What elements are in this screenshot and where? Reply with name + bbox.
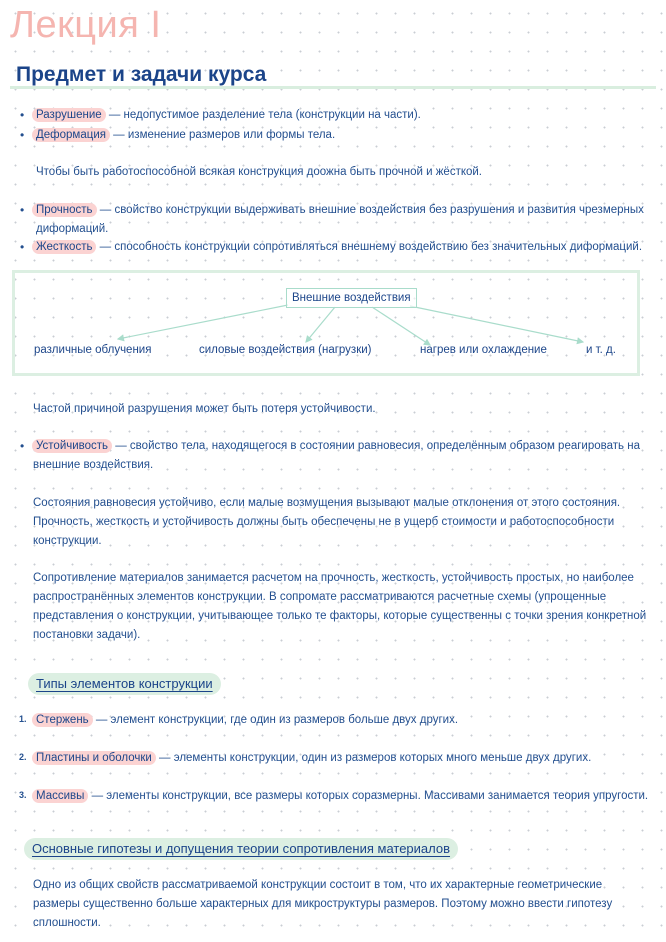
definition-continuation: внешние воздействия. <box>33 459 154 471</box>
term-highlight: Пластины и оболочки <box>32 751 156 765</box>
page-title: Лекция I <box>10 4 162 46</box>
diagram-leaf: силовые воздействия (нагрузки) <box>199 344 372 356</box>
paragraph-line: Прочность, жесткость и устойчивость должны быть обеспечены не в ущерб стоимости и работоспособности <box>33 516 615 528</box>
definition-item: Устойчивость — свойство тела, находящегося в состоянии равновесия, определённым образом реагировать на <box>36 437 640 456</box>
term-highlight: Стержень <box>32 713 93 727</box>
paragraph-line: представления о конструкции, учитывающее только те факторы, которые существенны с точки зрения конкретной <box>33 610 647 622</box>
diagram-root-node: Внешние воздействия <box>286 288 417 308</box>
diagram-leaf: и т. д. <box>586 344 616 356</box>
list-number: 1. <box>19 714 27 724</box>
bullet-icon: • <box>20 128 25 142</box>
bullet-icon: • <box>20 108 25 122</box>
paragraph-line: распространённых элементов конструкции. В сопромате рассматриваются расчетные схемы (упрощенные <box>33 591 607 603</box>
section-heading-types: Типы элементов конструкции <box>28 673 221 695</box>
term-highlight: Жесткость <box>32 240 96 254</box>
paragraph-line: размеры существенно больше характерных для микроструктуры размеров. Поэтому можно ввести гипотезу <box>33 898 613 910</box>
paragraph-line: Состояния равновесия устойчиво, если малые возмущения вызывают малые отклонения от этого состояния. <box>33 497 621 509</box>
definition-item: Прочность — свойство конструкции выдерживать внешние воздействия без разрушения и развития чрезмерных <box>36 201 644 220</box>
term-highlight: Деформация <box>32 128 110 142</box>
diagram-leaf: различные облучения <box>34 344 152 356</box>
paragraph-line: Сопротивление материалов занимается расчетом на прочность, жесткость, устойчивость простых, но наиболее <box>33 572 634 584</box>
paragraph: Частой причиной разрушения может быть потеря устойчивости. <box>33 403 376 415</box>
paragraph-line: сплошности. <box>33 917 101 929</box>
section-heading-hypotheses: Основные гипотезы и допущения теории сопротивления материалов <box>24 838 458 860</box>
definition-item: Жесткость — способность конструкции сопротивляться внешнему воздействию без значительных диформаций. <box>36 238 642 257</box>
paragraph-line: постановки задачи). <box>33 629 141 641</box>
list-item: Стержень — элемент конструкции, где один из размеров больше двух других. <box>36 711 458 730</box>
bullet-icon: • <box>20 240 25 254</box>
definition-continuation: диформаций. <box>36 223 109 235</box>
diagram-leaf: нагрев или охлаждение <box>420 344 547 356</box>
list-item: Пластины и оболочки — элементы конструкции, один из размеров которых много меньше двух других. <box>36 749 591 768</box>
paragraph-line: Одно из общих свойств рассматриваемой конструкции состоит в том, что их характерные геометрические <box>33 879 603 891</box>
term-highlight: Прочность <box>32 203 97 217</box>
list-number: 2. <box>19 752 27 762</box>
term-highlight: Устойчивость <box>32 439 112 453</box>
section-title: Предмет и задачи курса <box>16 63 267 86</box>
paragraph: Чтобы быть работоспособной всякая конструкция доожна быть прочной и жёсткой. <box>36 166 483 178</box>
bullet-icon: • <box>20 439 25 453</box>
term-highlight: Разрушение <box>32 108 106 122</box>
diagram-arrows <box>0 0 666 400</box>
list-number: 3. <box>19 790 27 800</box>
bullet-icon: • <box>20 203 25 217</box>
definition-item: Деформация — изменение размеров или формы тела. <box>36 126 335 145</box>
definition-item: Разрушение — недопустимое разделение тела (конструкции на части). <box>36 106 421 125</box>
list-item: Массивы — элементы конструкции, все размеры которых соразмерны. Массивами занимается теория упругости. <box>36 787 648 806</box>
term-highlight: Массивы <box>32 789 88 803</box>
paragraph-line: конструкции. <box>33 535 102 547</box>
